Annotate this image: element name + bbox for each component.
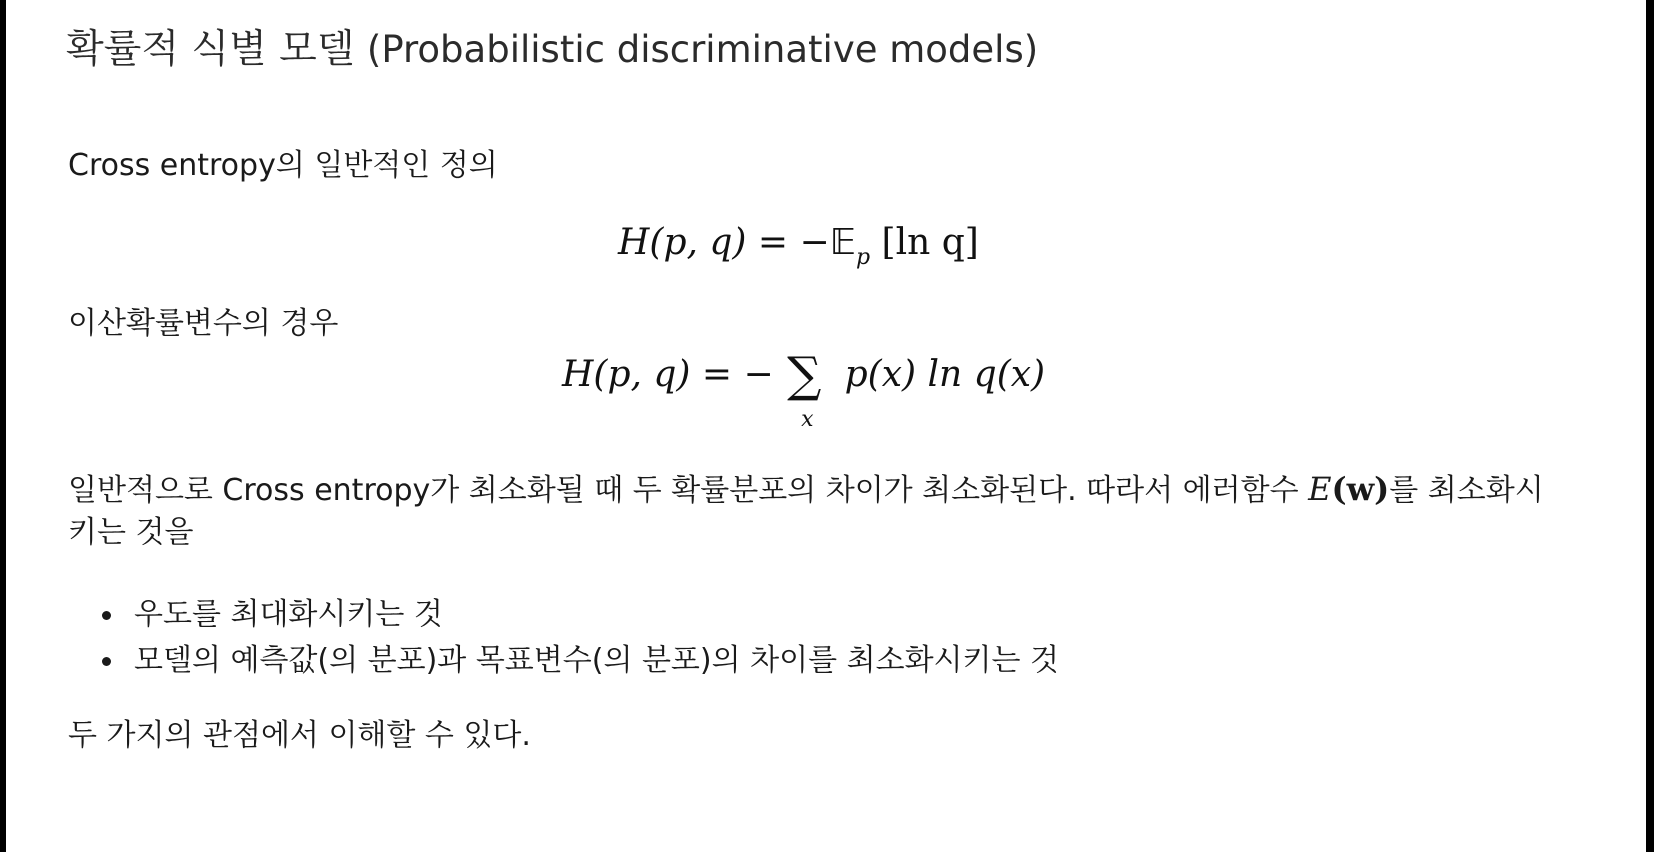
title-korean: 확률적 식별 모델 (66, 27, 355, 72)
eq1-minus: − (799, 222, 830, 263)
cross-entropy-discrete-equation (562, 347, 1046, 432)
expectation-subscript: p (855, 245, 871, 270)
slide (6, 0, 1646, 852)
bullet-dot (102, 657, 111, 666)
eq2-rhs: p(x) ln q(x) (844, 354, 1046, 395)
paragraph-line-1 (68, 470, 1544, 509)
expectation-symbol: 𝔼 (829, 222, 856, 263)
error-function (1308, 470, 1389, 508)
eq2-lhs: H(p, q) (562, 354, 691, 395)
eq2-equals: = (701, 354, 733, 395)
error-function-E: E (1308, 470, 1332, 508)
list-item (100, 638, 1059, 684)
cross-entropy-definition-heading: Cross entropy의 일반적인 정의 (68, 148, 498, 183)
cross-entropy-general-equation (618, 222, 979, 270)
paragraph-line-2: 키는 것을 (68, 515, 194, 550)
list-item-text: 우도를 최대화시키는 것 (134, 597, 443, 632)
sigma-subscript: x (801, 407, 814, 432)
bullet-dot (102, 611, 111, 620)
error-function-w: (w) (1331, 470, 1390, 508)
eq1-equals: = (757, 222, 789, 263)
summation (785, 347, 833, 432)
sigma-symbol: ∑ (787, 347, 822, 403)
paragraph-text-after: 를 최소화시 (1389, 473, 1544, 508)
paragraph-text-before: 일반적으로 Cross entropy가 최소화될 때 두 확률분포의 차이가 최소화된다. 따라서 에러함수 (68, 473, 1309, 508)
discrete-case-heading: 이산확률변수의 경우 (68, 306, 339, 341)
slide-title (66, 18, 1038, 74)
eq1-bracket-term: [ln q] (881, 222, 979, 263)
eq1-lhs: H(p, q) (618, 222, 747, 263)
list-item-text: 모델의 예측값(의 분포)과 목표변수(의 분포)의 차이를 최소화시키는 것 (134, 643, 1060, 678)
title-english: (Probabilistic discriminative models) (366, 28, 1039, 71)
conclusion-text: 두 가지의 관점에서 이해할 수 있다. (68, 718, 531, 753)
bullet-list (100, 592, 1059, 684)
list-item (100, 592, 1059, 638)
eq2-minus: − (743, 354, 774, 395)
